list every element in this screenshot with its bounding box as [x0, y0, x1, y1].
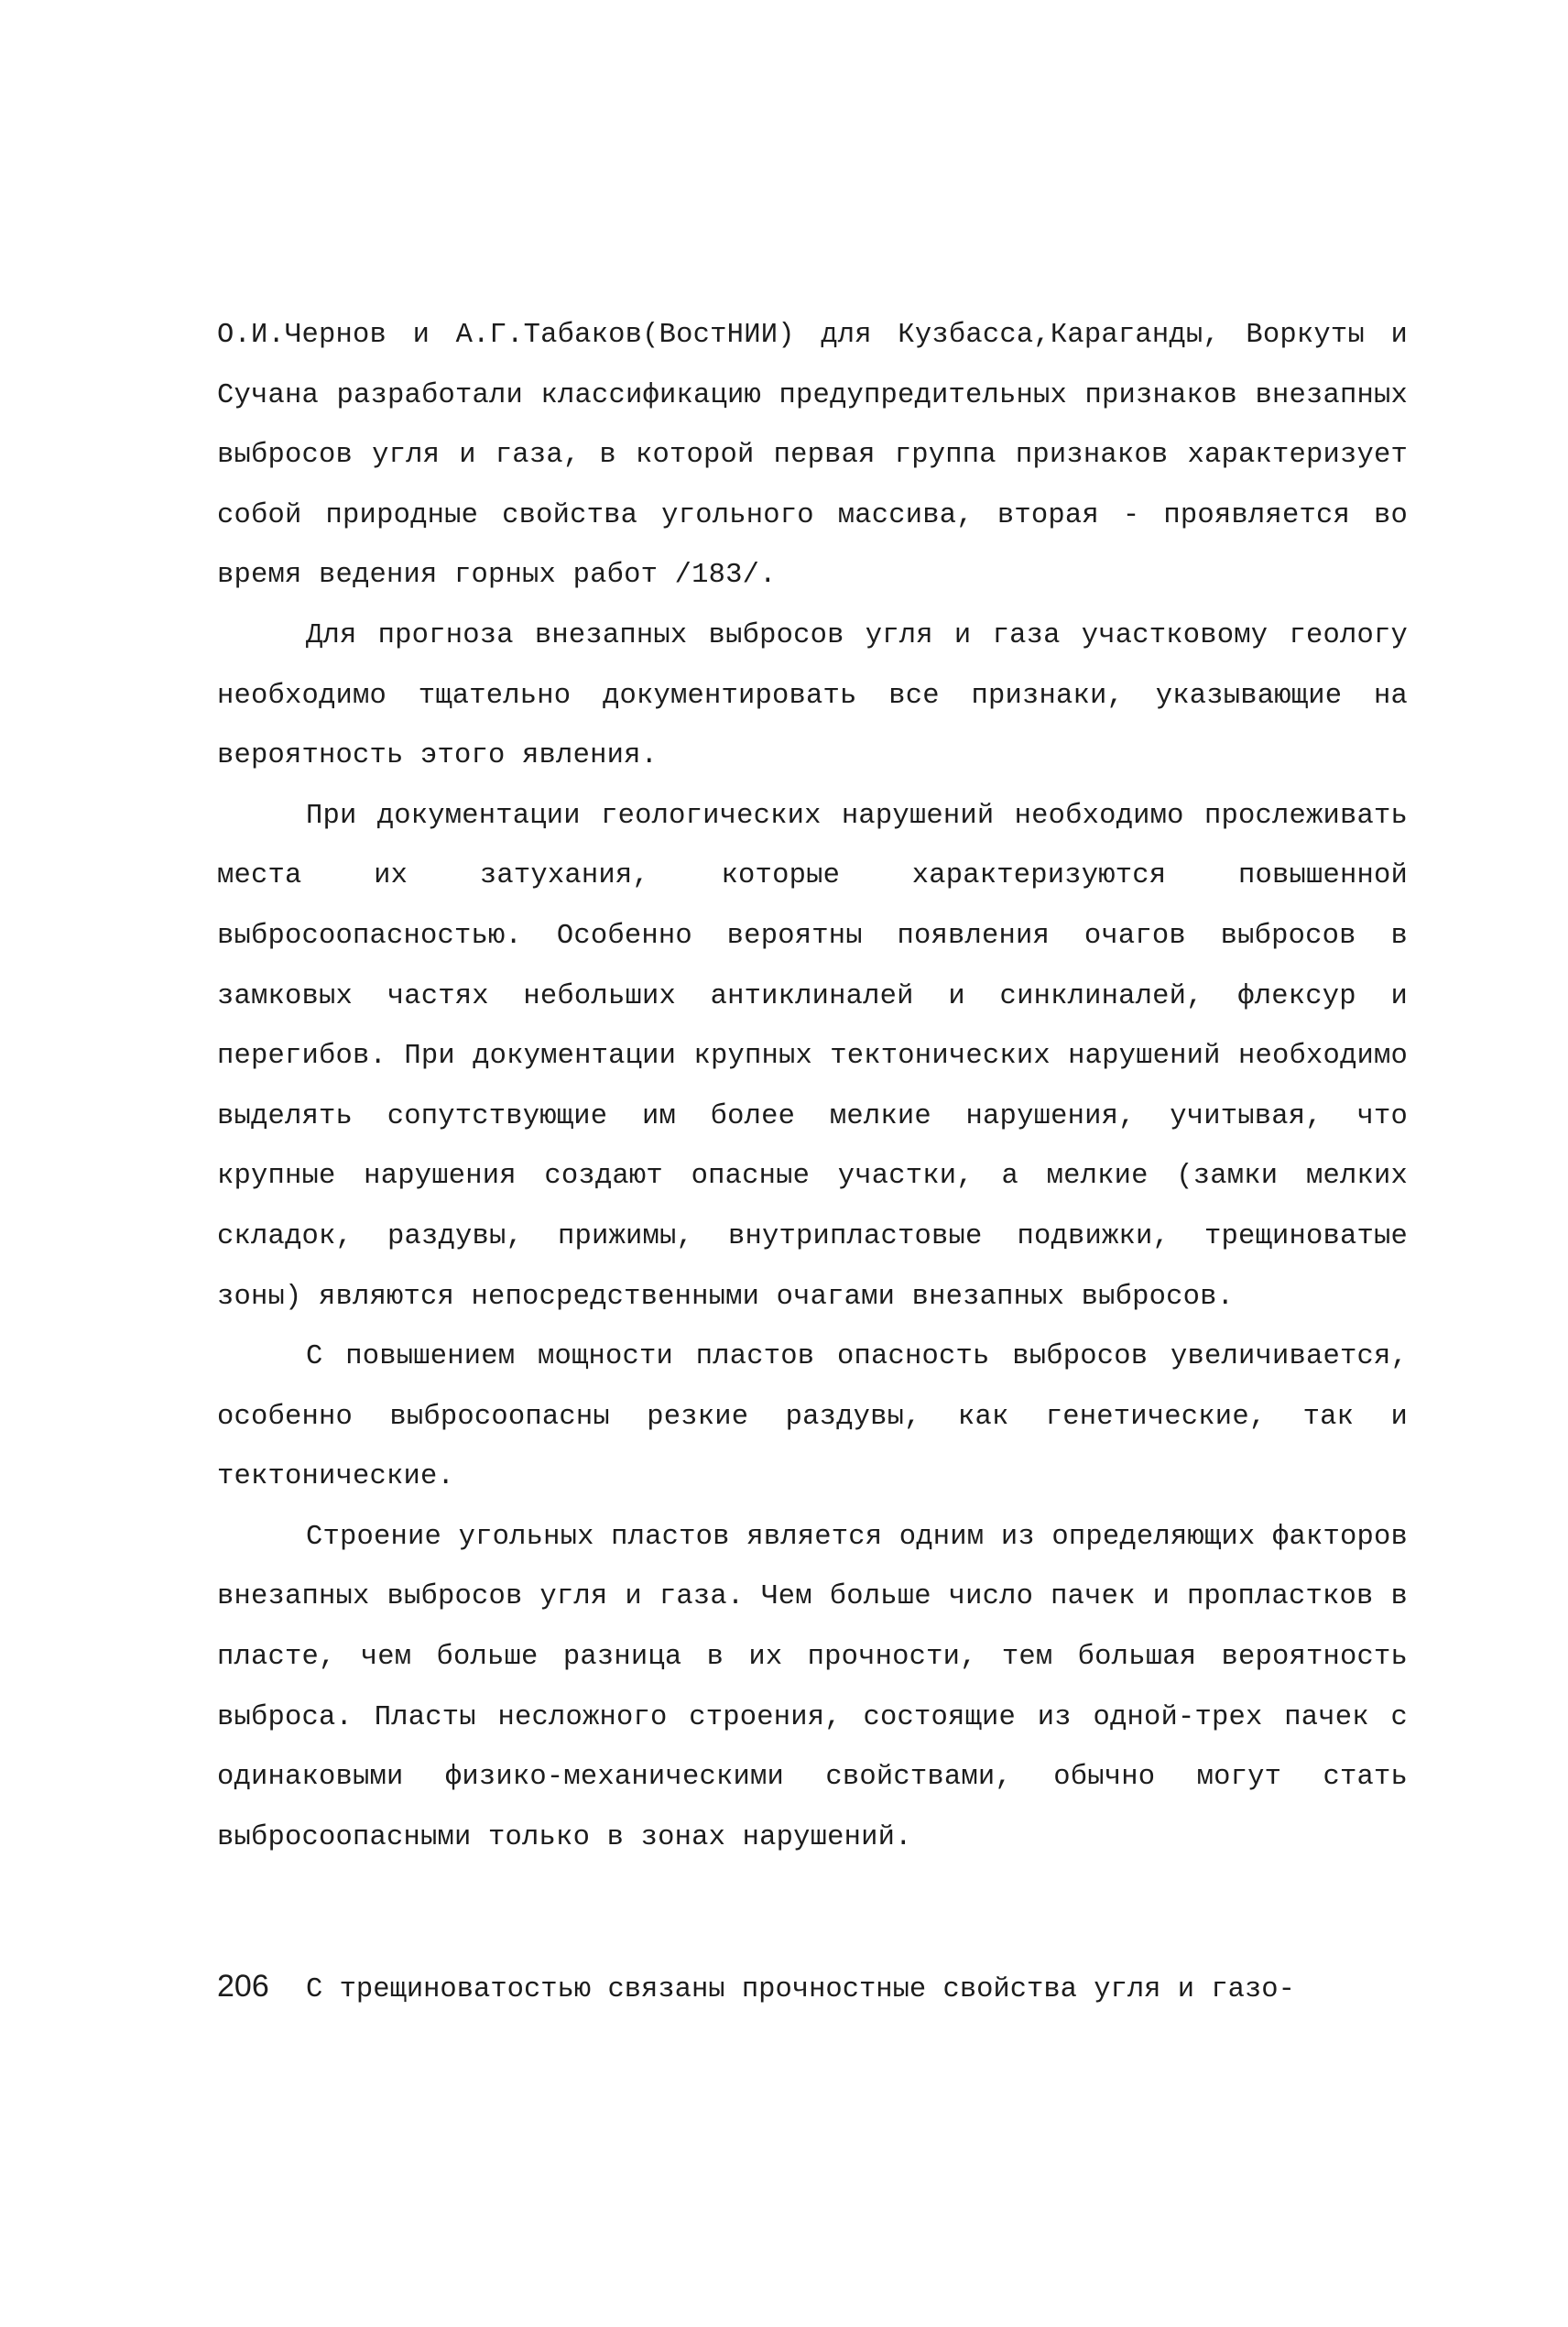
page-number: 206 — [217, 1969, 269, 2004]
body-text — [217, 306, 1408, 1868]
paragraph-1: О.И.Чернов и А.Г.Табаков(ВостНИИ) для Кузбасса,Караганды, Воркуты и Сучана разработали классификацию предупредительных признаков внезапных выбросов угля и газа, в которой первая группа признаков характеризует собой природные свойства угольного массива, вторая - проявляется во время ведения горных работ /183/. — [217, 320, 1408, 592]
paragraph-4: С повышением мощности пластов опасность выбросов увеличивается, особенно выбросоопасны резкие раздувы, как генетические, так и тектонические. — [217, 1341, 1408, 1493]
paragraph-5: Строение угольных пластов является одним из определяющих факторов внезапных выбросов угля и газа. Чем больше число пачек и пропластков в пласте, чем больше разница в их прочности, тем большая вероятность выброса. Пласты несложного строения, состоящие из одной-трех пачек с одинаковыми физико-механическими свойствами, обычно могут стать выбросоопасными только в зонах нарушений. — [217, 1521, 1408, 1853]
continuation-text: С трещиноватостью связаны прочностные свойства угля и газо- — [306, 1974, 1295, 2005]
paragraph-3: При документации геологических нарушений необходимо прослеживать места их затухания, которые характеризуются повышенной выбросоопасностью. Особенно вероятны появления очагов выбросов в замковых частях небольших антиклиналей и синклиналей, флексур и перегибов. При документации крупных тектонических нарушений необходимо выделять сопутствующие им более мелкие нарушения, учитывая, что крупные нарушения создают опасные участки, а мелкие (замки мелких складок, раздувы, прижимы, внутрипластовые подвижки, трещиноватые зоны) являются непосредственными очагами внезапных выбросов. — [217, 800, 1408, 1313]
footer-line — [217, 1957, 1408, 2021]
paragraph-2: Для прогноза внезапных выбросов угля и газа участковому геологу необходимо тщательно документировать все признаки, указывающие на вероятность этого явления. — [217, 619, 1408, 772]
